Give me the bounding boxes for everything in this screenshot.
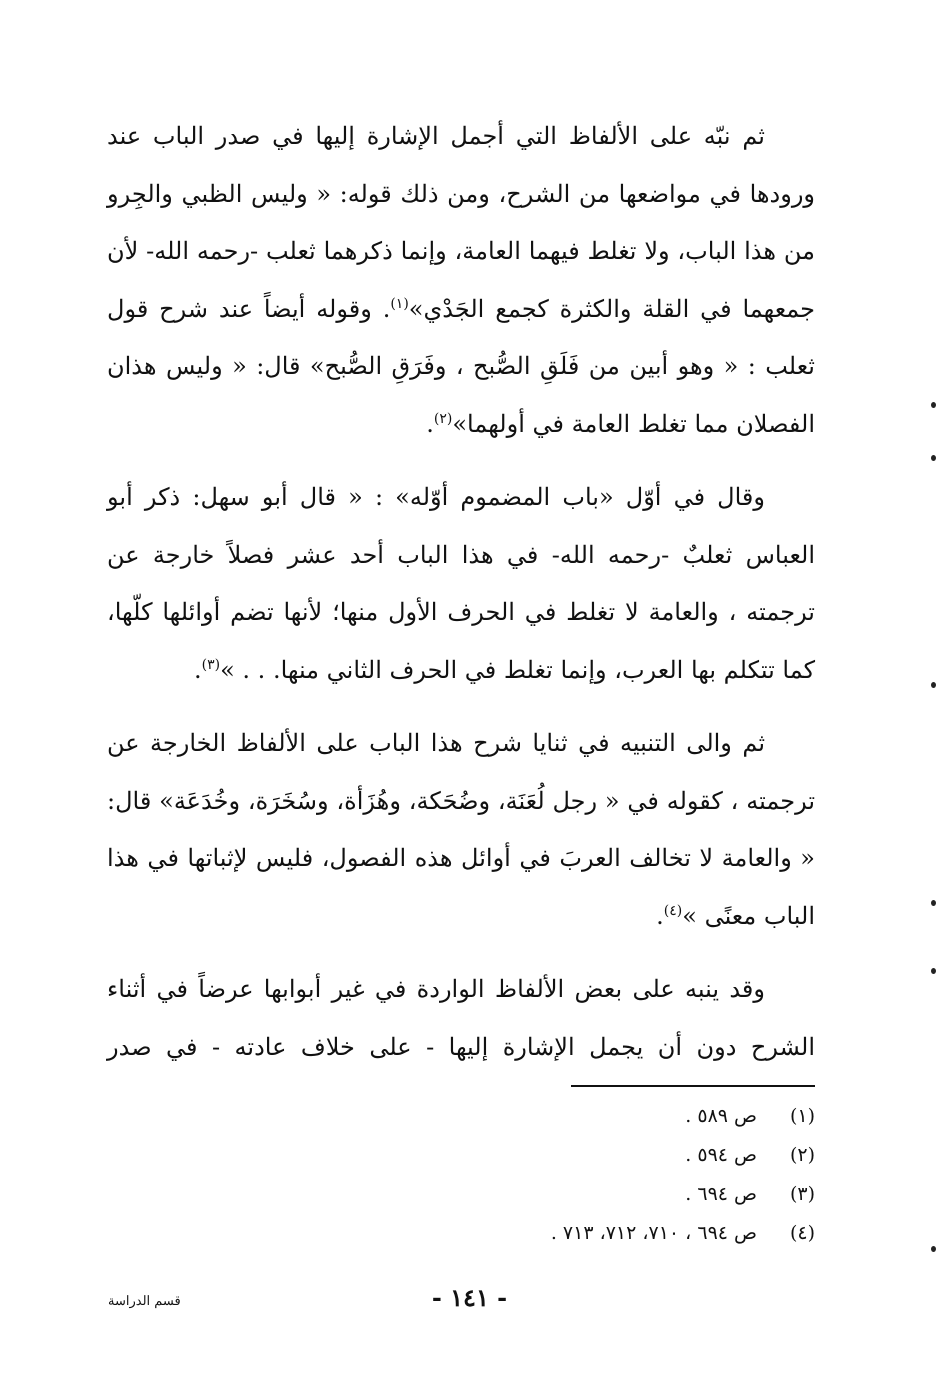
footnote-item (315, 1214, 815, 1253)
footnote-number: (١) (789, 1105, 815, 1127)
footnote-text: ص ٦٩٤ . (685, 1183, 757, 1205)
page-number: - ١٤١ - (431, 1283, 508, 1312)
footnote-item (315, 1175, 815, 1214)
footnote-ref: (٣) (201, 656, 221, 673)
paragraph-text: . وقوله أيضاً عند شرح قول ثعلب : « وهو أبين من فَلَقِ الصُّبح ، وفَرَقِ الصُّبح» قال: « وليس هذان الفصلان مما تغلط العامة في أولهما» (107, 294, 815, 438)
scan-speck (931, 900, 936, 906)
body-text (107, 108, 815, 1092)
paragraph-1 (107, 108, 815, 453)
paragraph-end: . (426, 409, 434, 438)
section-label: قسم الدراسة (108, 1294, 181, 1309)
footnote-ref: (٢) (433, 410, 453, 427)
paragraph-text: ثم نبّه على الألفاظ التي أجمل الإشارة إليها في صدر الباب عند ورودها في مواضعها من الشرح، ومن ذلك قوله: « وليس الظبي والجِرو من هذا الباب، ولا تغلط فيهما العامة، وإنما ذكرهما ثعلب -رحمه الله- لأن جمعهما في القلة والكثرة كجمع الجَدْي» (107, 122, 815, 323)
footnote-number: (٢) (789, 1144, 815, 1166)
scan-speck (931, 455, 936, 461)
footnote-text: ص ٥٨٩ . (685, 1105, 757, 1127)
paragraph-2 (107, 469, 815, 699)
scan-speck (931, 1246, 936, 1252)
footnote-item (315, 1136, 815, 1175)
paragraph-4 (107, 961, 815, 1076)
paragraph-text: وقد ينبه على بعض الألفاظ الواردة في غير أبوابها عرضاً في أثناء الشرح دون أن يجمل الإشارة إليها - على خلاف عادته - في صدر (107, 975, 815, 1061)
paragraph-text: وقال في أوّل «باب المضموم أوّله» : « قال أبو سهل: ذكر أبو العباس ثعلبٌ -رحمه الله- في هذا الباب أحد عشر فصلاً خارجة عن ترجمته ، والعامة لا تغلط في الحرف الأول منها؛ لأنها تضم أوائلها كلّها، كما تتكلم بها العرب، وإنما تغلط في الحرف الثاني منها. . . » (107, 483, 816, 684)
footnote-text: ص ٦٩٤ ، ٧١٠، ٧١٢، ٧١٣ . (550, 1222, 757, 1244)
paragraph-end: . (194, 655, 202, 684)
paragraph-end: . (656, 901, 664, 930)
footnote-ref: (١) (390, 295, 409, 312)
footnotes (315, 1097, 815, 1253)
footnote-divider (571, 1085, 815, 1087)
footnote-number: (٤) (789, 1222, 815, 1244)
paragraph-3 (107, 715, 815, 945)
paragraph-text: ثم والى التنبيه في ثنايا شرح هذا الباب على الألفاظ الخارجة عن ترجمته ، كقوله في « رجل لُعَنَة، وضُحَكة، وهُزَأة، وسُخَرَة، وخُدَعَة» قال: « والعامة لا تخالف العربَ في أوائل هذه الفصول، فليس لإثباتها في هذا الباب معنًى » (107, 729, 815, 930)
footnote-ref: (٤) (663, 902, 683, 919)
scan-speck (931, 402, 936, 408)
footnote-item (315, 1097, 815, 1136)
scan-speck (931, 968, 936, 974)
footnote-number: (٣) (789, 1183, 815, 1205)
footnote-text: ص ٥٩٤ . (685, 1144, 757, 1166)
scan-speck (931, 682, 936, 688)
